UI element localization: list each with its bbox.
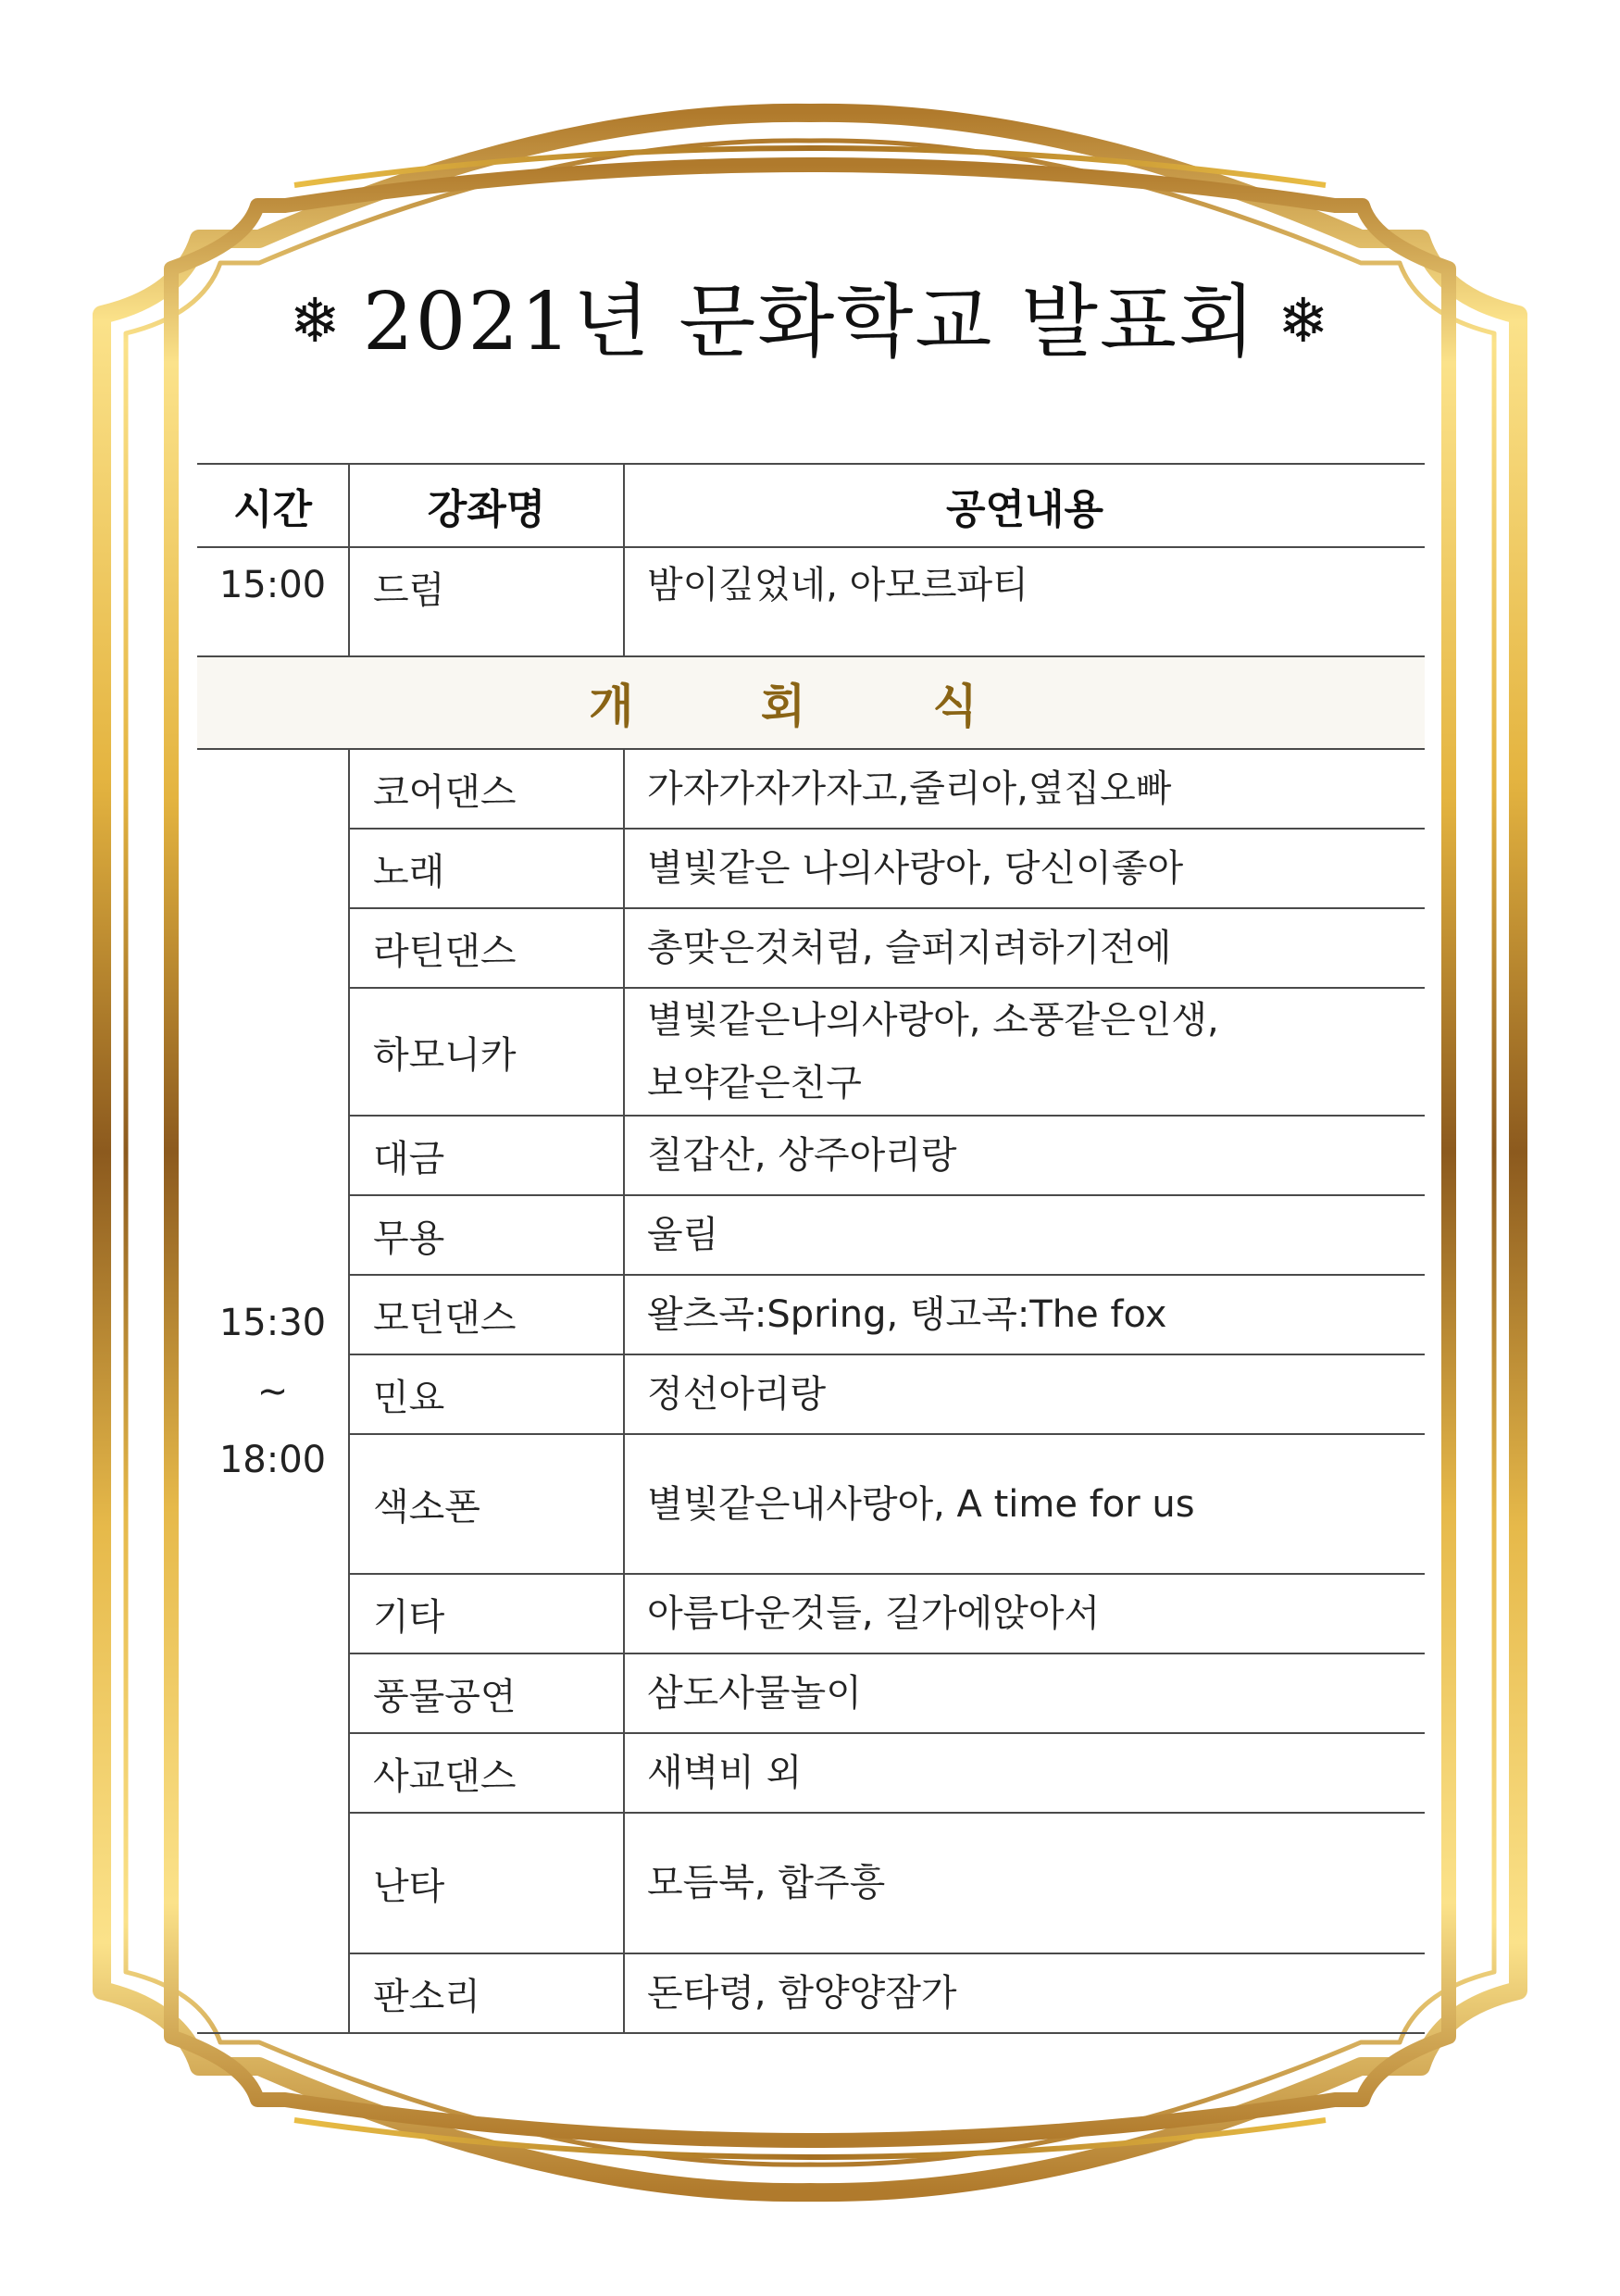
program-table	[197, 463, 1425, 2034]
table-row	[197, 1434, 1425, 1574]
performance-content: 왈츠곡:Spring, 탱고곡:The fox	[624, 1275, 1425, 1354]
ceremony-row	[197, 656, 1425, 749]
block-time-separator: ~	[256, 1369, 289, 1413]
performance-content: 돈타령, 함양양잠가	[624, 1953, 1425, 2033]
course-name: 풍물공연	[349, 1653, 624, 1733]
performance-content: 별빛같은 나의사랑아, 당신이좋아	[624, 829, 1425, 908]
block-time-start: 15:30	[218, 1301, 327, 1344]
header-time: 시간	[197, 464, 349, 547]
course-name: 코어댄스	[349, 749, 624, 829]
performance-content: 정선아리랑	[624, 1354, 1425, 1434]
performance-content: 총맞은것처럼, 슬퍼지려하기전에	[624, 908, 1425, 988]
table-row	[197, 908, 1425, 988]
course-name: 무용	[349, 1195, 624, 1275]
performance-content: 모듬북, 합주흥	[624, 1813, 1425, 1953]
course-name: 라틴댄스	[349, 908, 624, 988]
course-name: 사교댄스	[349, 1733, 624, 1813]
table-row	[197, 1354, 1425, 1434]
title-text: 2021년 문화학교 발표회	[362, 276, 1258, 368]
performance-content: 별빛같은내사랑아, A time for us	[624, 1434, 1425, 1574]
course-name: 난타	[349, 1813, 624, 1953]
performance-content: 가자가자가자고,줄리아,옆집오빠	[624, 749, 1425, 829]
table-row	[197, 829, 1425, 908]
table-row	[197, 1195, 1425, 1275]
snowflake-icon-right: ❄	[1277, 285, 1331, 356]
table-row	[197, 547, 1425, 656]
page-title	[0, 276, 1620, 368]
performance-content: 칠갑산, 상주아리랑	[624, 1116, 1425, 1195]
table-row	[197, 988, 1425, 1116]
table-row	[197, 1116, 1425, 1195]
table-row	[197, 1733, 1425, 1813]
table-row	[197, 749, 1425, 829]
course-name: 판소리	[349, 1953, 624, 2033]
performance-content: 아름다운것들, 길가에앉아서	[624, 1574, 1425, 1653]
opening-course: 드럼	[349, 547, 624, 656]
block-time-end: 18:00	[218, 1438, 327, 1481]
performance-content	[624, 988, 1425, 1116]
performance-line: 보약같은친구	[647, 1062, 862, 1104]
performance-content: 삼도사물놀이	[624, 1653, 1425, 1733]
course-name: 노래	[349, 829, 624, 908]
performance-content: 새벽비 외	[624, 1733, 1425, 1813]
opening-time: 15:00	[197, 547, 349, 656]
course-name: 모던댄스	[349, 1275, 624, 1354]
table-row	[197, 1953, 1425, 2033]
block-time	[197, 749, 349, 2033]
course-name: 하모니카	[349, 988, 624, 1116]
course-name: 색소폰	[349, 1434, 624, 1574]
table-header-row	[197, 464, 1425, 547]
performance-content: 울림	[624, 1195, 1425, 1275]
header-course: 강좌명	[349, 464, 624, 547]
opening-performance: 밤이깊었네, 아모르파티	[624, 547, 1425, 656]
snowflake-icon-left: ❄	[289, 285, 343, 356]
course-name: 대금	[349, 1116, 624, 1195]
performance-line: 별빛같은나의사랑아, 소풍같은인생,	[647, 999, 1219, 1042]
table-row	[197, 1574, 1425, 1653]
course-name: 민요	[349, 1354, 624, 1434]
opening-ceremony: 개 회 식	[197, 656, 1425, 749]
course-name: 기타	[349, 1574, 624, 1653]
table-row	[197, 1813, 1425, 1953]
table-row	[197, 1653, 1425, 1733]
header-performance: 공연내용	[624, 464, 1425, 547]
table-row	[197, 1275, 1425, 1354]
